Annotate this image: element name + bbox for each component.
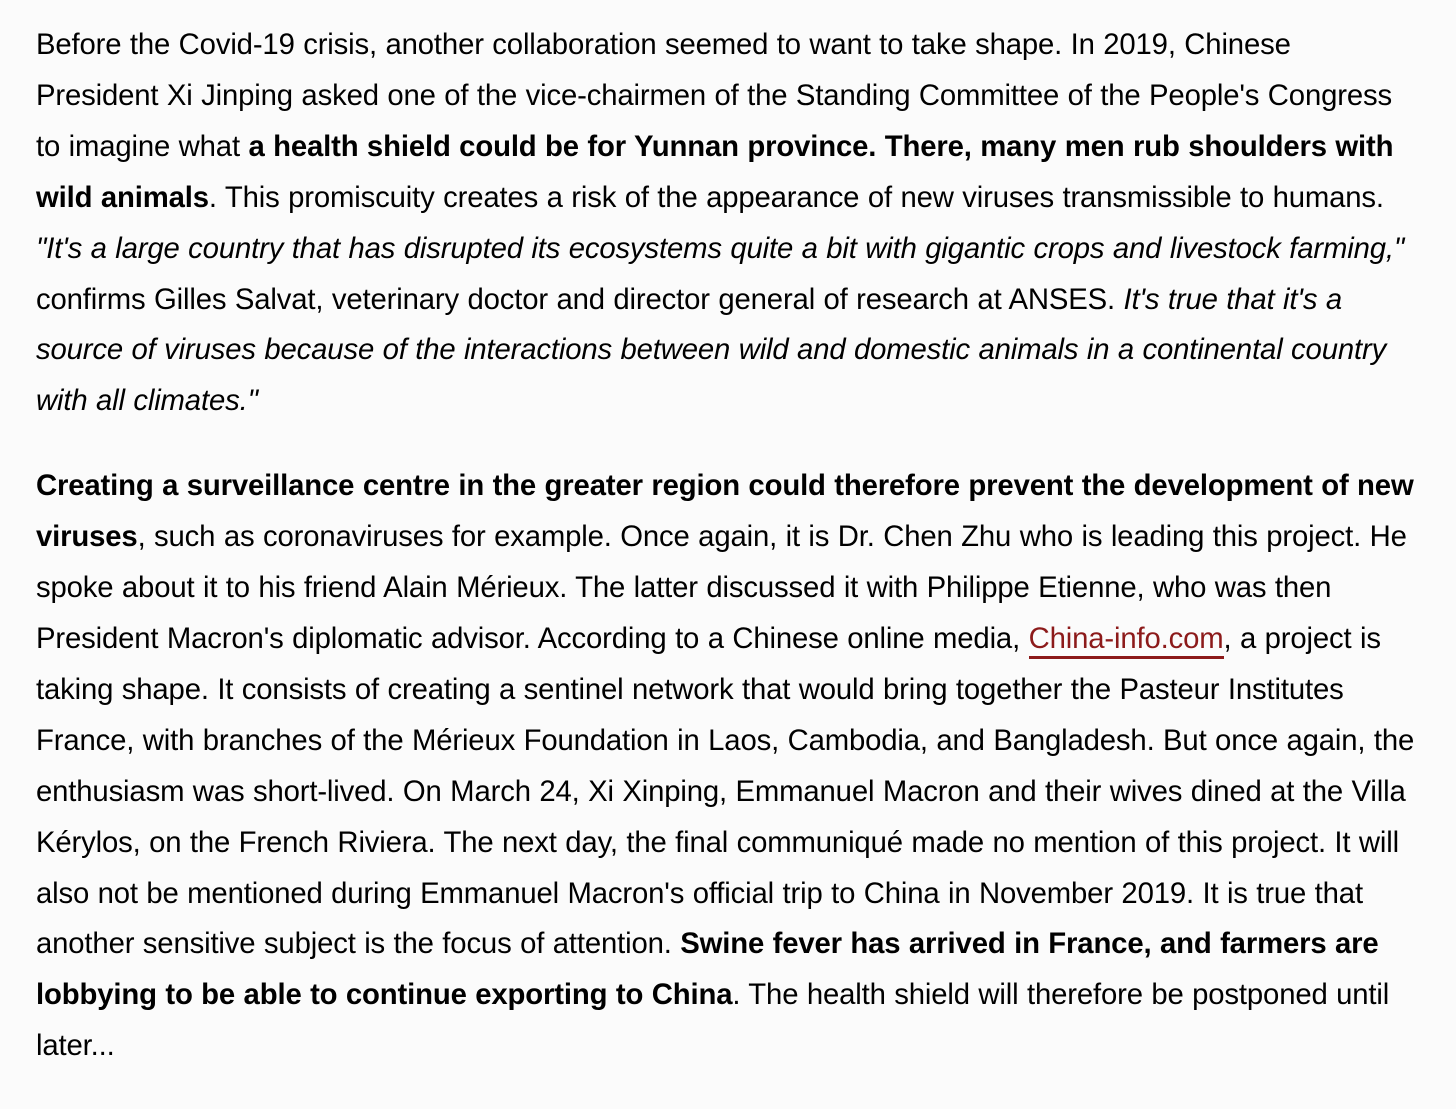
quote-salvat-2: It's true that it's a source of viruses because of the interactions between wild and domestic animals in a continental country with all climates." [36,282,1387,418]
bold-text-run: Swine fever has arrived in France, and farmers are lobbying to be able to continue exporting to China [36,927,1379,1012]
text-run: , such as coronaviruses for example. Once again, it is Dr. Chen Zhu who is leading this project. He spoke about it to his friend Alain Mérieux. The latter discussed it with Philippe Etienne, who was then President Macron's diplomatic advisor. According to a Chinese online media, [36,520,1407,655]
china-info-link[interactable]: China-info.com [1029,622,1224,659]
text-run: Before the Covid-19 crisis, another collaboration seemed to want to take shape. In 2019, Chinese President Xi Jinping asked one of the vice-chairmen of the Standing Committee of the People's Congress to imagine what [36,28,1392,163]
paragraph-surveillance-centre [36,461,1421,1072]
paragraph-health-shield [36,20,1421,427]
bold-text-run: Creating a surveillance centre in the greater region could therefore prevent the development of new viruses [36,469,1414,554]
text-run: . This promiscuity creates a risk of the appearance of new viruses transmissible to humans. [208,180,1384,214]
quote-salvat-1: "It's a large country that has disrupted its ecosystems quite a bit with gigantic crops and livestock farming," [36,231,1405,265]
text-run: , a project is taking shape. It consists of creating a sentinel network that would bring together the Pasteur Institutes France, with branches of the Mérieux Foundation in Laos, Cambodia, and Bangladesh. But once again, the enthusiasm was short-lived. On March 24, Xi Xinping, Emmanuel Macron and their wives dined at the Villa Kérylos, on the French Riviera. The next day, the final communiqué made no mention of this project. It will also not be mentioned during Emmanuel Macron's official trip to China in November 2019. It is true that another sensitive subject is the focus of attention. [36,621,1415,961]
text-run: confirms Gilles Salvat, veterinary doctor and director general of research at ANSES. [36,282,1124,316]
article-body [36,20,1421,1106]
text-run: . The health shield will therefore be postponed until later... [36,978,1390,1063]
bold-text-run: a health shield could be for Yunnan province. There, many men rub shoulders with wild animals [36,129,1394,214]
